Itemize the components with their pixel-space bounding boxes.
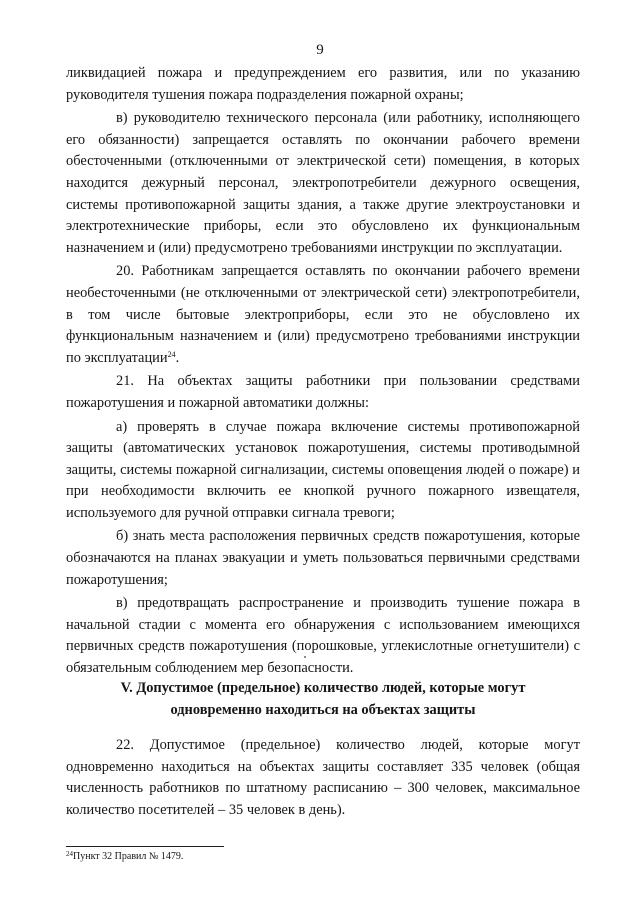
paragraph-20 bbox=[66, 261, 580, 369]
footnote-reference[interactable]: 24 bbox=[167, 349, 176, 359]
footnote-text: Пункт 32 Правил № 1479. bbox=[73, 851, 184, 862]
paragraph-item-a: а) проверять в случае пожара включение системы противопожарной защиты (автоматических установок пожаротушения, системы противодымной защиты, системы пожарной сигнализации, системы оповещения людей о пожаре) и при необходимости включить ее кнопкой ручного пожарного извещателя, используемого для ручной отправки сигнала тревоги; bbox=[66, 418, 580, 521]
paragraph-item-v: в) руководителю технического персонала (или работнику, исполняющего его обязанности) запрещается оставлять по окончании рабочего времени обесточенными (отключенными от электрической сети) помещения, в которых находится дежурный персонал, электропотребители дежурного освещения, системы противопожарной защиты здания, а также другие электроустановки и электротехнические приборы, если это обусловлено их функциональным назначением и (или) предусмотрено требованиями инструкции по эксплуатации. bbox=[66, 110, 580, 256]
section-v-heading bbox=[66, 677, 580, 721]
footnote bbox=[66, 851, 183, 863]
paragraph-item-b: б) знать места расположения первичных средств пожаротушения, которые обозначаются на планах эвакуации и уметь пользоваться первичными средствами пожаротушения; bbox=[66, 528, 580, 588]
section-v-body bbox=[66, 735, 580, 821]
footnote-number: 24 bbox=[66, 850, 73, 858]
paragraph-21: 21. На объектах защиты работники при пользовании средствами пожаротушения и пожарной автоматики должны: bbox=[66, 373, 580, 411]
paragraph-20-text: 20. Работникам запрещается оставлять по окончании рабочего времени необесточенными (не отключенными от электрической сети) электропотребители, в том числе бытовые электроприборы, если это не обусловлено их функциональным назначением и (или) предусмотрено требованиями инструкции по эксплуатации bbox=[66, 263, 580, 366]
paragraph-continuation: ликвидацией пожара и предупреждением его развития, или по указанию руководителя тушения пожара подразделения пожарной охраны; bbox=[66, 65, 580, 103]
paragraph-20-end: . bbox=[175, 349, 180, 366]
section-v-heading-line1: V. Допустимое (предельное) количество людей, которые могут bbox=[120, 680, 526, 696]
paragraph-item-v2: в) предотвращать распространение и производить тушение пожара в начальной стадии с момента его обнаружения с использованием имеющихся первичных средств пожаротушения (порошковые, углекислотные огнетушители) с обязательным соблюдением мер безопасности. bbox=[66, 595, 580, 677]
page-number: 9 bbox=[316, 42, 324, 58]
footnote-divider bbox=[66, 846, 224, 847]
section-v-heading-line2: одновременно находиться на объектах защиты bbox=[170, 702, 476, 718]
document-body bbox=[66, 63, 580, 680]
scan-speck bbox=[304, 656, 306, 658]
paragraph-22: 22. Допустимое (предельное) количество людей, которые могут одновременно находиться на объектах защиты составляет 335 человек (общая численность работников по штатному расписанию – 300 человек, максимальное количество посетителей – 35 человек в день). bbox=[66, 737, 580, 818]
